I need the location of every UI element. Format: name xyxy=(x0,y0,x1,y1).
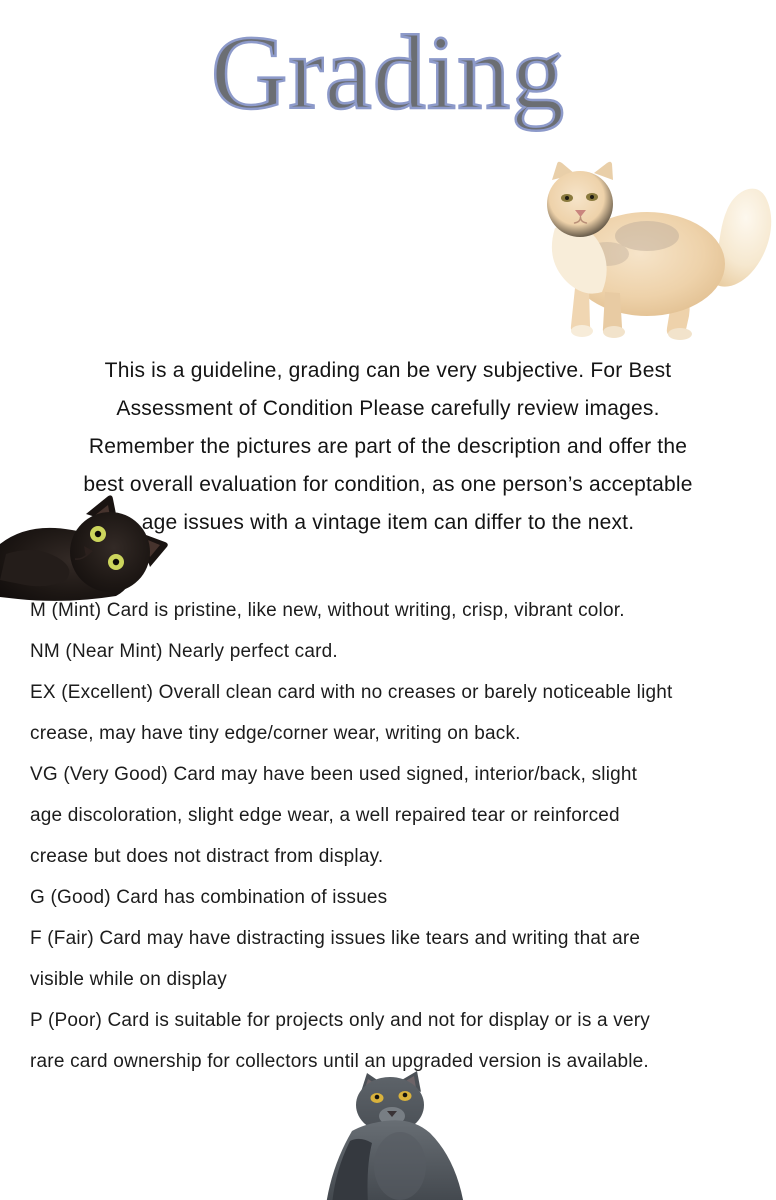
grade-line: crease, may have tiny edge/corner wear, writing on back. xyxy=(30,723,521,744)
grade-line: NM (Near Mint) Nearly perfect card. xyxy=(30,641,338,662)
page-title: Grading xyxy=(210,14,566,131)
cream-cat-image xyxy=(525,160,775,340)
cream-cat-illustration xyxy=(525,160,775,340)
grade-list xyxy=(30,590,770,1082)
grade-item-mint xyxy=(30,590,770,631)
grade-line: crease but does not distract from display. xyxy=(30,846,384,867)
grade-line: P (Poor) Card is suitable for projects only and not for display or is a very xyxy=(30,1010,650,1031)
grade-line: rare card ownership for collectors until an upgraded version is available. xyxy=(30,1051,649,1072)
grade-line: M (Mint) Card is pristine, like new, without writing, crisp, vibrant color. xyxy=(30,600,625,621)
black-cat-illustration xyxy=(0,494,178,602)
black-cat-image xyxy=(0,494,178,602)
grade-item-fair xyxy=(30,918,770,1000)
intro-line: Assessment of Condition Please carefully review images. xyxy=(116,397,660,420)
gray-cat-illustration xyxy=(322,1071,482,1200)
grade-line: VG (Very Good) Card may have been used signed, interior/back, slight xyxy=(30,764,638,785)
grade-item-good xyxy=(30,877,770,918)
intro-line: This is a guideline, grading can be very subjective. For Best xyxy=(104,359,672,382)
grade-line: G (Good) Card has combination of issues xyxy=(30,887,388,908)
grade-line: visible while on display xyxy=(30,969,228,990)
grade-item-very-good xyxy=(30,754,770,877)
grade-line: age discoloration, slight edge wear, a well repaired tear or reinforced xyxy=(30,805,620,826)
intro-line: Remember the pictures are part of the description and offer the xyxy=(88,435,688,458)
grade-line: EX (Excellent) Overall clean card with no creases or barely noticeable light xyxy=(30,682,673,703)
intro-line: age issues with a vintage item can differ to the next. xyxy=(141,511,635,534)
grade-item-near-mint xyxy=(30,631,770,672)
intro-line: best overall evaluation for condition, as one person’s acceptable xyxy=(83,473,693,496)
grade-item-poor xyxy=(30,1000,770,1082)
grade-item-excellent xyxy=(30,672,770,754)
gray-cat-image xyxy=(322,1071,482,1200)
grade-line: F (Fair) Card may have distracting issues like tears and writing that are xyxy=(30,928,641,949)
